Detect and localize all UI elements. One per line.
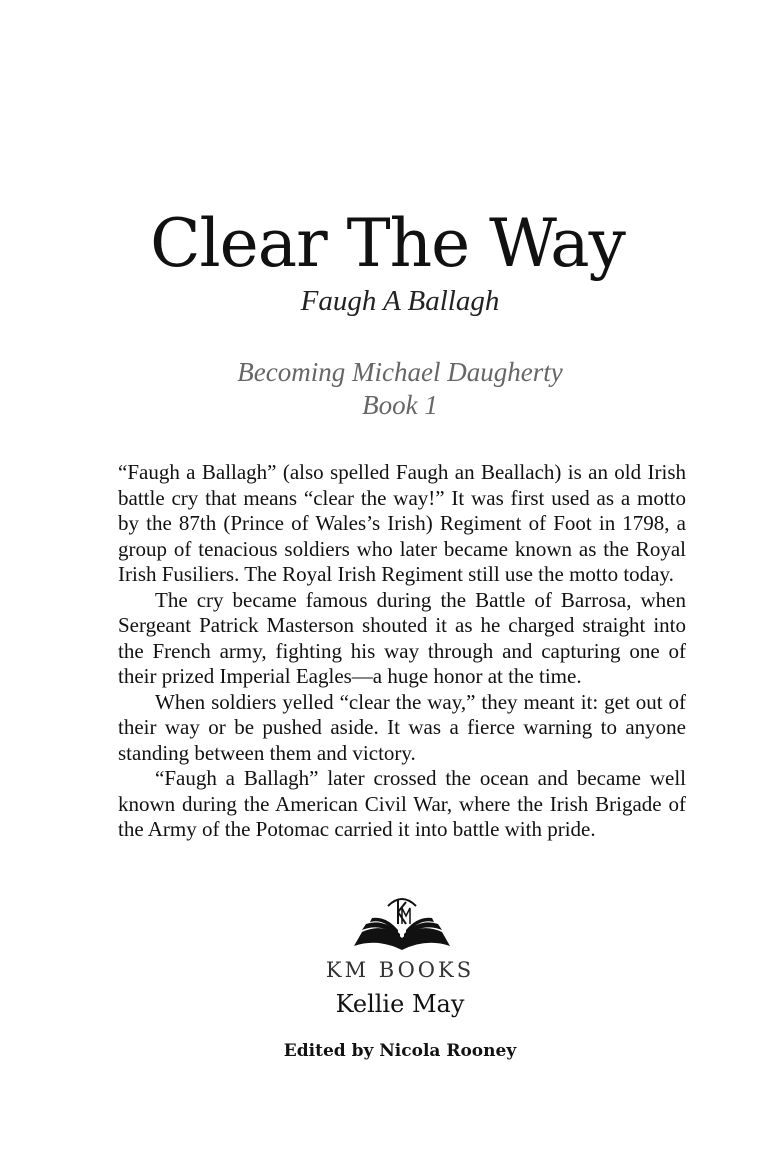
paragraph-2: The cry became famous during the Battle of Barrosa, when Sergeant Patrick Masterson shouted it as he charged straight into the French army, fighting his way through and capturing one of their prized Imperial Eagles—a huge honor at the time. [118,587,686,688]
book-subtitle: Faugh A Ballagh [300,285,500,317]
epigraph-text [118,460,686,843]
km-books-logo-icon [348,888,456,956]
paragraph-1: “Faugh a Ballagh” (also spelled Faugh an Beallach) is an old Irish battle cry that means “clear the way!” It was first used as a motto by the 87th (Prince of Wales’s Irish) Regiment of Foot in 1798, a group of tenacious soldiers who later became known as the Royal Irish Fusiliers. The Royal Irish Regiment still use the motto today. [118,460,686,586]
book-title: Clear The Way [150,205,625,282]
paragraph-4: “Faugh a Ballagh” later crossed the ocean and became well known during the American Civil War, where the Irish Brigade of the Army of the Potomac carried it into battle with pride. [118,766,686,841]
publisher-name: KM BOOKS [325,958,475,982]
author-name: Kellie May [335,990,465,1018]
paragraph-3: When soldiers yelled “clear the way,” they meant it: get out of their way or be pushed aside. It was a fierce warning to anyone standing between them and victory. [118,689,686,765]
series-info [0,356,775,422]
editor-credit: Edited by Nicola Rooney [283,1041,517,1061]
series-book-number: Book 1 [362,390,438,420]
series-name: Becoming Michael Daugherty [237,357,563,387]
